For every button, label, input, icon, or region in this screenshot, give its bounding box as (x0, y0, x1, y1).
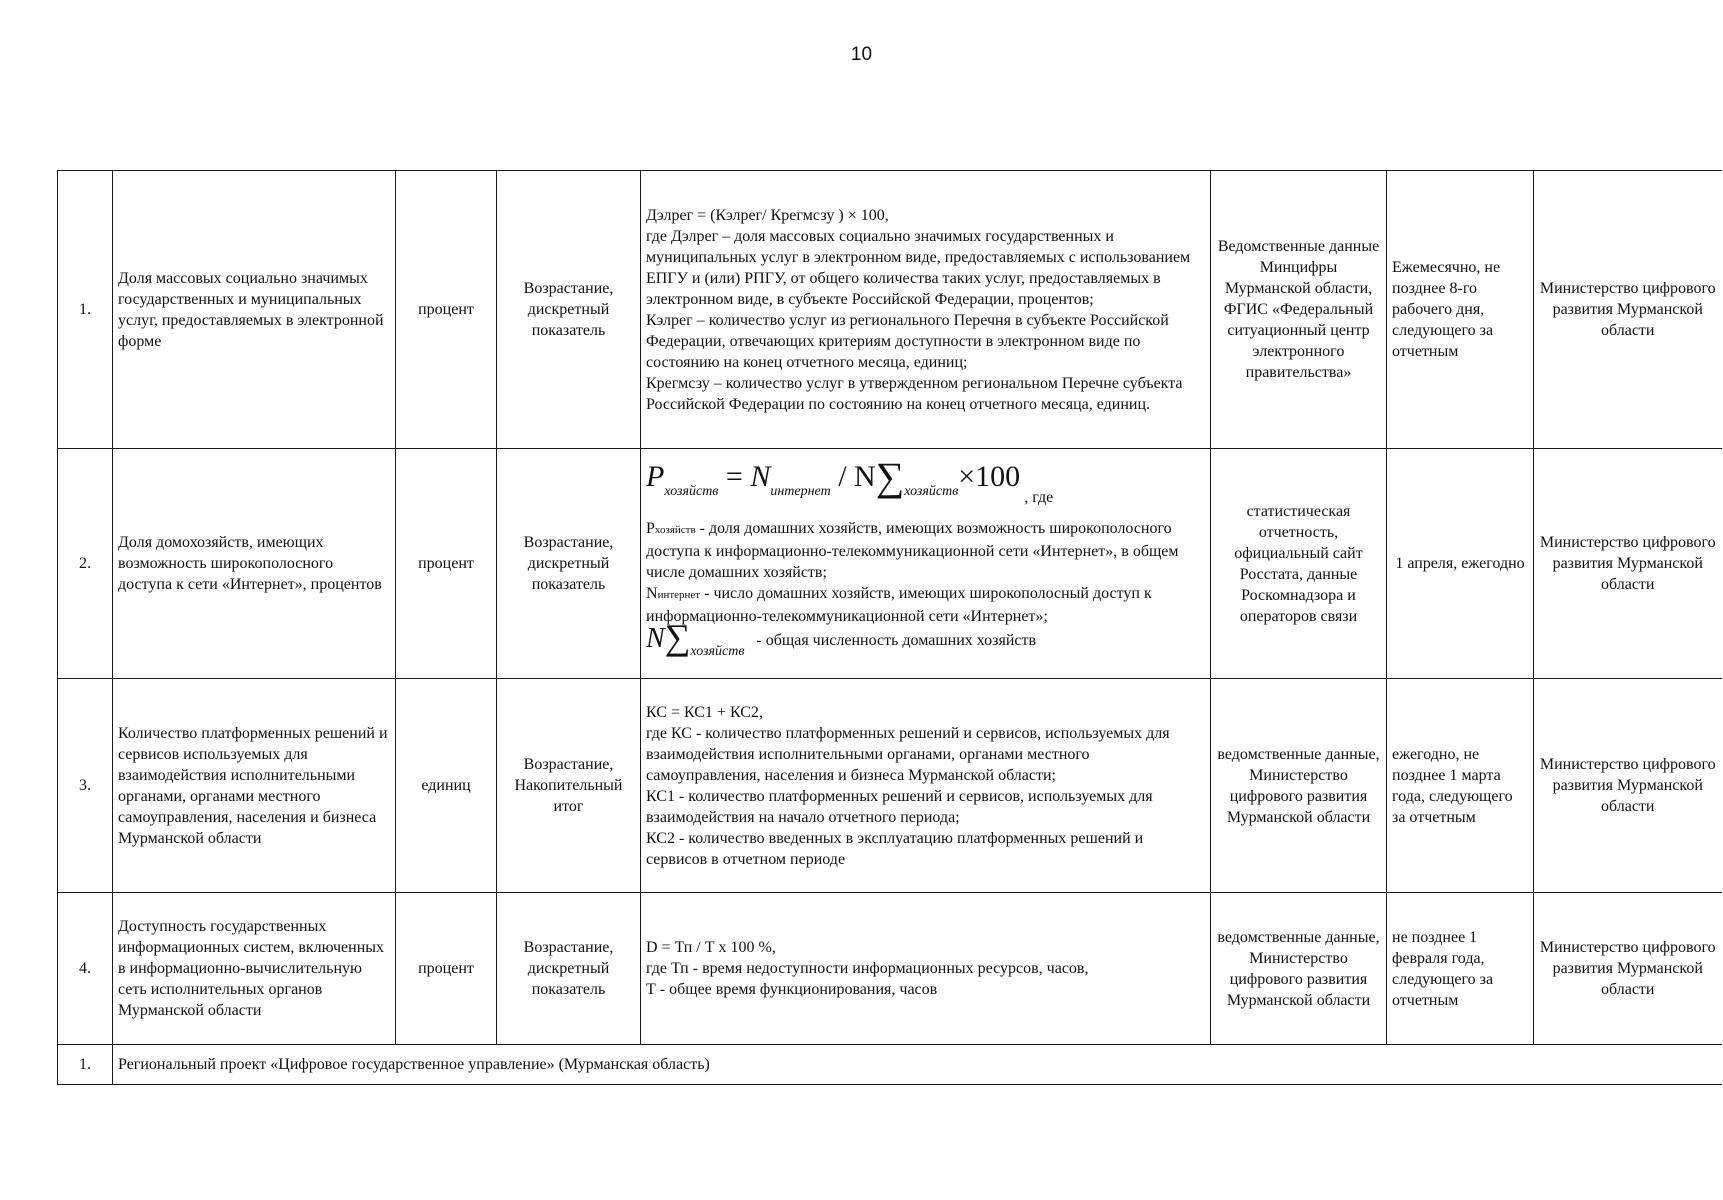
method-line: Кэлрег – количество услуг из регионального Перечня в субъекте Российской Федерации, отвечающих критериям доступности в электронном виде по состоянию на конец отчетного месяца, единиц; (646, 311, 1169, 371)
formula-symbol-n: N (750, 460, 771, 493)
method-line: КС = КС1 + КС2, (646, 703, 763, 721)
indicator-name: Доля домохозяйств, имеющих возможность широкополосного доступа к сети «Интернет», процентов (113, 449, 396, 679)
method-line: Т - общее время функционирования, часов (646, 981, 938, 998)
definition-subscript: хозяйств (654, 524, 696, 536)
definition-text: - общая численность домашних хозяйств (756, 632, 1037, 649)
table-row (58, 171, 1722, 449)
definition-symbol: N (646, 585, 658, 602)
definition-symbol: Р (646, 520, 655, 537)
table-row (58, 679, 1722, 893)
row-number: 3. (58, 679, 113, 893)
sigma-symbol: ∑ (875, 454, 905, 499)
calculation-method (641, 171, 1211, 449)
formula-subscript: интернет (770, 484, 831, 499)
unit-cell: процент (396, 893, 497, 1045)
row-number: 1. (58, 171, 113, 449)
table-row (58, 449, 1722, 679)
formula-tail: , где (1024, 489, 1054, 506)
reporting-date: не позднее 1 февраля года, следующего за отчетным (1387, 893, 1534, 1045)
definition-symbol: N (646, 623, 665, 654)
formula-operator: / N (830, 460, 876, 493)
reporting-date: 1 апреля, ежегодно (1387, 449, 1534, 679)
method-line: где Тп - время недоступности информационных ресурсов, часов, (646, 960, 1089, 977)
method-line: D = Тп / Т х 100 %, (646, 939, 776, 956)
indicator-type: Возрастание, Накопительный итог (497, 679, 641, 893)
households-formula (646, 454, 1205, 518)
responsible-body: Министерство цифрового развития Мурманской области (1534, 449, 1722, 679)
definition-text: - число домашних хозяйств, имеющих широкополосный доступ к информационно-телекоммуникационной сети «Интернет»; (646, 585, 1152, 625)
definition-sum (646, 617, 1205, 662)
table-row (58, 893, 1722, 1045)
formula-operator: = (718, 460, 751, 493)
data-source: ведомственные данные, Министерство цифрового развития Мурманской области (1211, 893, 1387, 1045)
definition-subscript: интернет (657, 589, 701, 601)
definition-subscript: хозяйств (690, 644, 745, 659)
data-source: статистическая отчетность, официальный сайт Росстата, данные Роскомнадзора и операторов связи (1211, 449, 1387, 679)
section-number: 1. (58, 1045, 113, 1085)
indicator-type: Возрастание, дискретный показатель (497, 893, 641, 1045)
indicator-name: Доля массовых социально значимых государственных и муниципальных услуг, предоставляемых в электронной форме (113, 171, 396, 449)
formula-symbol-p: P (646, 460, 665, 493)
definition-text: - доля домашних хозяйств, имеющих возможность широкополосного доступа к информационно-телекоммуникационной сети «Интернет», в общем числе домашних хозяйств; (646, 520, 1179, 581)
definition-p (646, 518, 1205, 583)
page-number: 10 (850, 44, 873, 65)
sigma-symbol: ∑ (664, 617, 691, 657)
responsible-body: Министерство цифрового развития Мурманской области (1534, 679, 1722, 893)
section-row (58, 1045, 1722, 1085)
reporting-date: Ежемесячно, не позднее 8-го рабочего дня, следующего за отчетным (1387, 171, 1534, 449)
method-line: где Дэлрег – доля массовых социально значимых государственных и муниципальных услуг в электронном виде, предоставляемых с использованием ЕПГУ и (или) РПГУ, от общего количества таких услуг, предоставляемых в электронном виде, в субъекте Российской Федерации, процентов; (646, 227, 1191, 308)
definition-n (646, 583, 1205, 627)
indicators-table (57, 170, 1722, 1085)
formula-subscript: хозяйств (904, 484, 959, 499)
method-line: КС1 - количество платформенных решений и сервисов, используемых для взаимодействия на начало отчетного периода; (646, 787, 1153, 826)
indicator-type: Возрастание, дискретный показатель (497, 171, 641, 449)
indicator-name: Доступность государственных информационных систем, включенных в информационно-вычислительную сеть исполнительных органов Мурманской области (113, 893, 396, 1045)
formula-operator: ×100 (958, 460, 1021, 493)
unit-cell: единиц (396, 679, 497, 893)
indicator-name: Количество платформенных решений и сервисов используемых для взаимодействия исполнительными органами, органами местного самоуправления, населения и бизнеса Мурманской области (113, 679, 396, 893)
data-source: Ведомственные данные Минцифры Мурманской области, ФГИС «Федеральный ситуационный центр электронного правительства» (1211, 171, 1387, 449)
row-number: 2. (58, 449, 113, 679)
unit-cell: процент (396, 449, 497, 679)
calculation-method (641, 679, 1211, 893)
calculation-method (641, 893, 1211, 1045)
responsible-body: Министерство цифрового развития Мурманской области (1534, 893, 1722, 1045)
method-line: КС2 - количество введенных в эксплуатацию платформенных решений и сервисов в отчетном периоде (646, 829, 1144, 868)
indicator-type: Возрастание, дискретный показатель (497, 449, 641, 679)
unit-cell: процент (396, 171, 497, 449)
data-source: ведомственные данные, Министерство цифрового развития Мурманской области (1211, 679, 1387, 893)
method-line: Крегмсзу – количество услуг в утвержденном региональном Перечне субъекта Российской Федерации по состоянию на конец отчетного месяца, единиц. (646, 374, 1183, 413)
row-number: 4. (58, 893, 113, 1045)
reporting-date: ежегодно, не позднее 1 марта года, следующего за отчетным (1387, 679, 1534, 893)
calculation-method (641, 449, 1211, 679)
responsible-body: Министерство цифрового развития Мурманской области (1534, 171, 1722, 449)
section-title: Региональный проект «Цифровое государственное управление» (Мурманская область) (113, 1045, 1722, 1085)
method-line: Дэлрег = (Кэлрег/ Крегмсзу ) × 100, (646, 206, 889, 224)
formula-subscript: хозяйств (664, 484, 719, 499)
method-line: где КС - количество платформенных решений и сервисов, используемых для взаимодействия исполнительными органами, органами местного самоуправления, населения и бизнеса Мурманской области; (646, 724, 1170, 784)
